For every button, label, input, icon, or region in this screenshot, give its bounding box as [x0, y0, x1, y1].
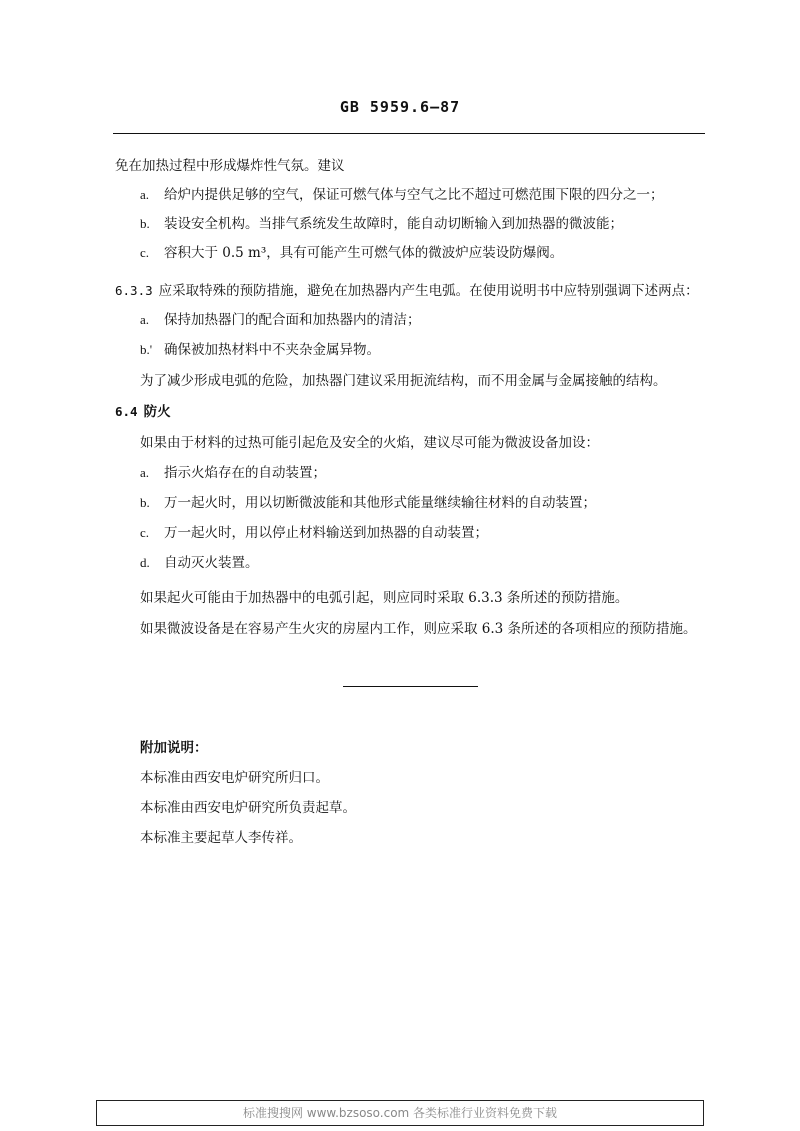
list-item — [140, 494, 596, 512]
list-item-label: c. — [140, 245, 150, 260]
list-item-label: a. — [140, 312, 150, 327]
list-item — [140, 341, 380, 359]
list-item — [140, 524, 488, 542]
header-rule — [113, 133, 705, 134]
standard-number-header: GB 5959.6—87 — [339, 98, 461, 116]
list-item-text: 指示火焰存在的自动装置； — [164, 465, 326, 481]
list-item-text: 自动灭火装置。 — [164, 555, 259, 571]
list-item — [140, 244, 563, 262]
end-rule — [343, 686, 478, 687]
list-item-text: 容积大于 0.5 m³，具有可能产生可燃气体的微波炉应装设防爆阀。 — [164, 245, 564, 261]
list-item — [140, 311, 421, 329]
section-number: 6.4 — [115, 404, 138, 419]
list-item-label: b.' — [140, 342, 153, 357]
list-item — [140, 554, 259, 572]
fire-paragraph-2: 如果微波设备是在容易产生火灾的房屋内工作，则应采取 6.3 条所述的各项相应的预防措施。 — [140, 621, 697, 637]
list-item-text: 保持加热器门的配合面和加热器内的清洁； — [164, 312, 421, 328]
section-number: 6.3.3 — [115, 283, 153, 298]
list-item-text: 万一起火时，用以停止材料输送到加热器的自动装置； — [164, 525, 488, 541]
list-item — [140, 215, 623, 233]
appendix-title: 附加说明： — [140, 740, 208, 756]
list-item-label: d. — [140, 555, 150, 570]
list-item — [140, 464, 326, 482]
appendix-line: 本标准由西安电炉研究所归口。 — [140, 770, 329, 786]
list-item-label: a. — [140, 465, 150, 480]
fire-paragraph-1: 如果起火可能由于加热器中的电弧引起，则应同时采取 6.3.3 条所述的预防措施。 — [140, 590, 629, 606]
list-item-text: 万一起火时，用以切断微波能和其他形式能量继续输往材料的自动装置； — [164, 495, 596, 511]
list-item-label: b. — [140, 495, 150, 510]
arc-paragraph: 为了减少形成电弧的危险，加热器门建议采用扼流结构，而不用金属与金属接触的结构。 — [140, 373, 667, 389]
appendix-line: 本标准主要起草人李传祥。 — [140, 830, 302, 846]
list-item-label: c. — [140, 525, 150, 540]
fire-intro: 如果由于材料的过热可能引起危及安全的火焰，建议尽可能为微波设备加设： — [140, 435, 599, 451]
section-title: 防火 — [143, 404, 171, 420]
list-item-label: a. — [140, 187, 150, 202]
list-item — [140, 186, 664, 204]
section-6-4-heading — [115, 403, 171, 421]
section-6-3-3 — [115, 282, 699, 300]
appendix-line: 本标准由西安电炉研究所负责起草。 — [140, 800, 356, 816]
footer-banner: 标准搜搜网 www.bzsoso.com 各类标准行业资料免费下载 — [96, 1100, 704, 1126]
list-item-text: 装设安全机构。当排气系统发生故障时，能自动切断输入到加热器的微波能； — [164, 216, 623, 232]
intro-text: 免在加热过程中形成爆炸性气氛。建议 — [115, 158, 345, 174]
list-item-label: b. — [140, 216, 150, 231]
section-text: 应采取特殊的预防措施，避免在加热器内产生电弧。在使用说明书中应特别强调下述两点： — [158, 283, 699, 299]
list-item-text: 确保被加热材料中不夹杂金属异物。 — [164, 342, 380, 358]
list-item-text: 给炉内提供足够的空气，保证可燃气体与空气之比不超过可燃范围下限的四分之一； — [164, 187, 664, 203]
